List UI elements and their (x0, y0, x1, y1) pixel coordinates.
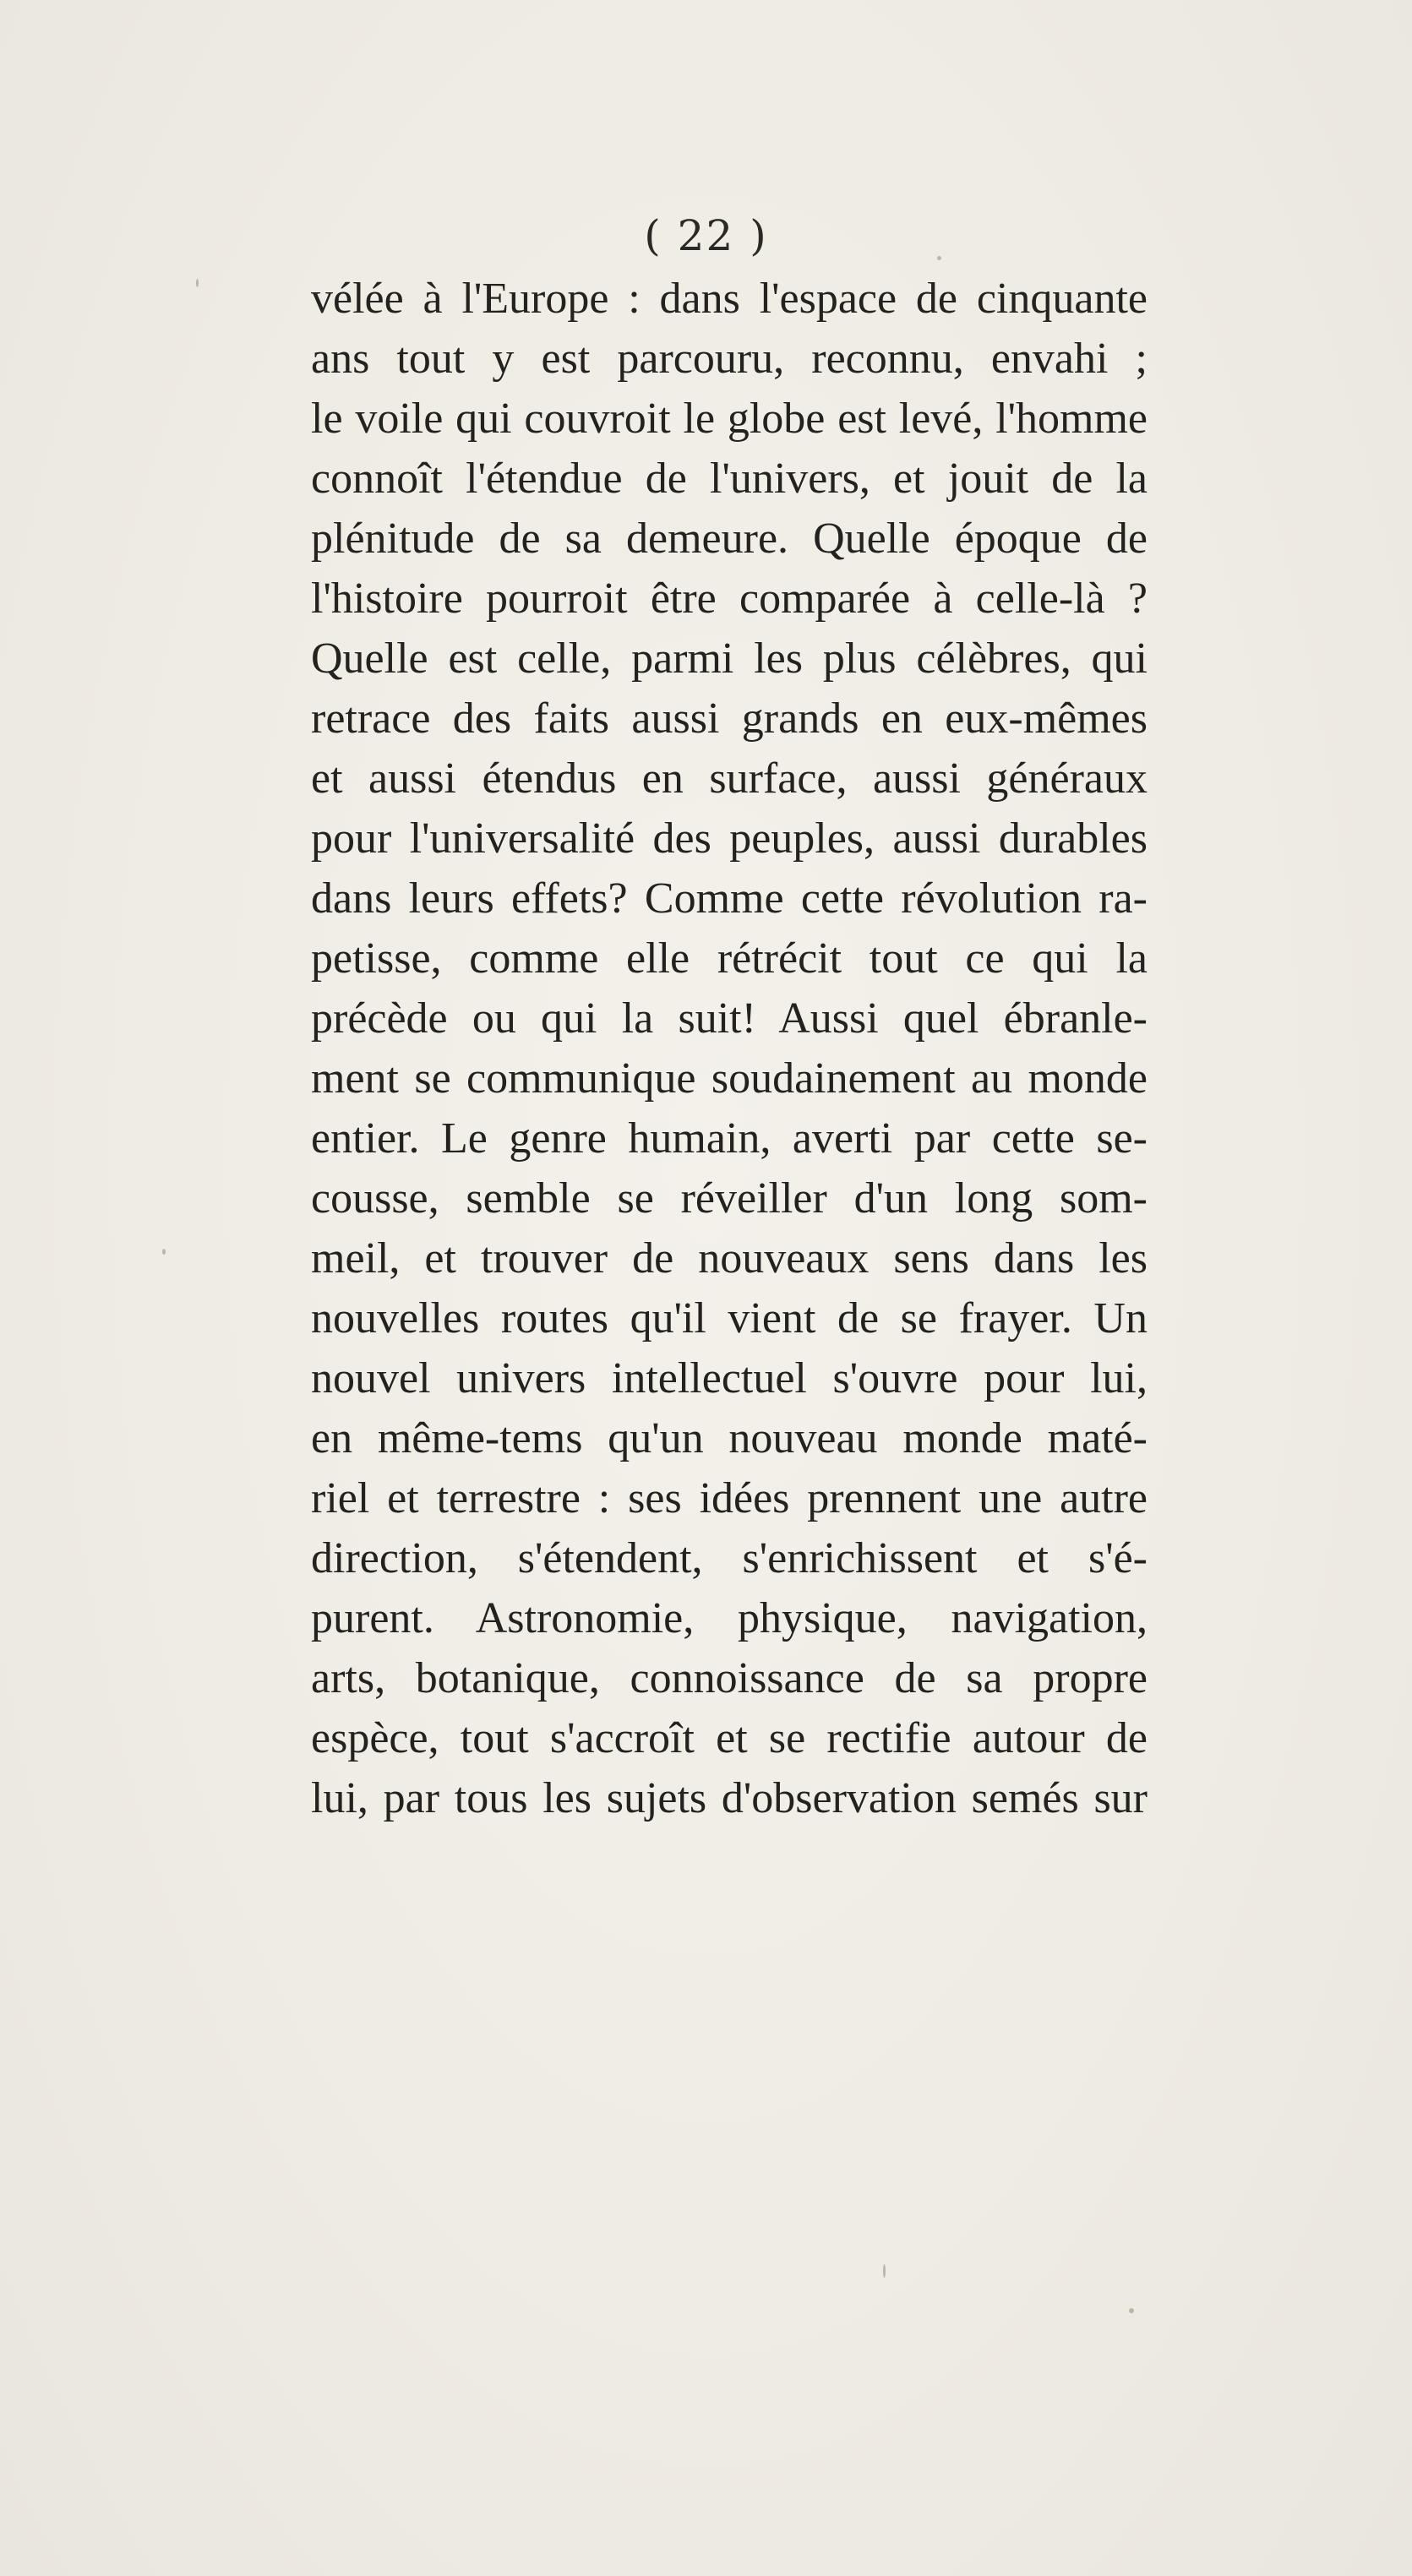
text-line: pour l'universalité des peuples, aussi durables (311, 814, 1148, 863)
text-line: plénitude de sa demeure. Quelle époque de (311, 515, 1148, 563)
paper-speck (162, 1249, 166, 1255)
text-line: le voile qui couvroit le globe est levé, l'homme (311, 395, 1148, 443)
text-line: Quelle est celle, parmi les plus célèbres, qui (311, 634, 1148, 683)
text-line: riel et terrestre : ses idées prennent une autre (311, 1474, 1148, 1522)
text-line: en même-tems qu'un nouveau monde maté- (311, 1414, 1148, 1462)
paper-speck (196, 279, 199, 287)
text-line: lui, par tous les sujets d'observation semés sur (311, 1774, 1148, 1822)
text-line: entier. Le genre humain, averti par cette se- (311, 1114, 1148, 1163)
text-line: dans leurs effets? Comme cette révolution ra- (311, 874, 1148, 923)
text-line: précède ou qui la suit! Aussi quel ébranle- (311, 994, 1148, 1043)
page-number: ( 22 ) (644, 211, 768, 260)
text-line: arts, botanique, connoissance de sa propre (311, 1654, 1148, 1702)
text-line: vélée à l'Europe : dans l'espace de cinquante (311, 275, 1148, 323)
paper-speck (1129, 2308, 1134, 2313)
text-line: nouvelles routes qu'il vient de se frayer. Un (311, 1294, 1148, 1342)
text-line: ment se communique soudainement au monde (311, 1054, 1148, 1103)
paper-speck (883, 2264, 886, 2278)
text-line: nouvel univers intellectuel s'ouvre pour lui, (311, 1354, 1148, 1402)
text-line: meil, et trouver de nouveaux sens dans les (311, 1234, 1148, 1283)
text-line: espèce, tout s'accroît et se rectifie autour de (311, 1714, 1148, 1762)
text-line: direction, s'étendent, s'enrichissent et s'é- (311, 1534, 1148, 1582)
paper-speck (937, 256, 941, 260)
text-line: connoît l'étendue de l'univers, et jouit de la (311, 455, 1148, 503)
text-line: l'histoire pourroit être comparée à celle-là ? (311, 575, 1148, 623)
body-text (311, 269, 1148, 1828)
text-line: retrace des faits aussi grands en eux-mêmes (311, 694, 1148, 743)
text-line: et aussi étendus en surface, aussi généraux (311, 754, 1148, 803)
text-line: petisse, comme elle rétrécit tout ce qui la (311, 934, 1148, 983)
text-line: ans tout y est parcouru, reconnu, envahi ; (311, 335, 1148, 383)
text-line: cousse, semble se réveiller d'un long som- (311, 1174, 1148, 1223)
text-line: purent. Astronomie, physique, navigation, (311, 1594, 1148, 1642)
